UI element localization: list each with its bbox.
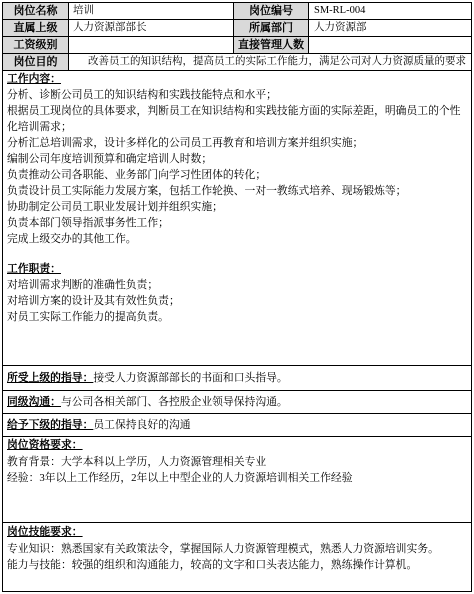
label-direct-superior: 直属上级 xyxy=(3,20,69,36)
work-content-item: 分析汇总培训需求，设计多样化的公司员工再教育和培训方案并组织实施； xyxy=(7,137,364,149)
label-department: 所属部门 xyxy=(234,20,309,36)
row-direct-superior xyxy=(3,20,471,37)
peer-communication-row xyxy=(3,391,471,414)
duties-section xyxy=(3,71,471,366)
qualification-item: 经验：3年以上工作经历，2年以上中型企业的人力资源培训相关工作经验 xyxy=(7,472,353,484)
work-content-item: 分析、诊断公司员工的知识结构和实践技能特点和水平； xyxy=(7,89,277,101)
work-responsibility-item: 对培训方案的设计及其有效性负责； xyxy=(7,295,180,307)
row-position-purpose xyxy=(3,54,471,71)
superior-guidance-heading: 所受上级的指导： xyxy=(7,372,94,384)
skill-item: 专业知识：熟悉国家有关政策法令，掌握国际人力资源管理模式，熟悉人力资源培训实务。 xyxy=(7,542,439,555)
value-department: 人力资源部 xyxy=(314,22,367,33)
skill-item: 能力与技能：较强的组织和沟通能力，较高的文字和口头表达能力，熟练操作计算机。 xyxy=(7,559,418,571)
value-position-code: SM-RL-004 xyxy=(314,5,366,16)
row-position-name xyxy=(3,3,471,20)
work-content-heading: 工作内容： xyxy=(7,73,61,85)
label-position-name: 岗位名称 xyxy=(3,3,69,19)
label-position-purpose: 岗位目的 xyxy=(3,54,69,70)
work-content-item: 完成上级交办的其他工作。 xyxy=(7,233,137,245)
label-position-code: 岗位编号 xyxy=(234,3,309,19)
skill-heading: 岗位技能要求： xyxy=(7,526,83,538)
work-responsibility-item: 对培训需求判断的准确性负责； xyxy=(7,279,159,291)
value-salary-grade xyxy=(69,37,234,53)
work-content-item: 根据员工现岗位的具体要求，判断员工在知识结构和实践技能方面的实际差距，明确员工的个性化培训需求； xyxy=(7,105,461,133)
value-position-purpose: 改善员工的知识结构，提高员工的实际工作能力，满足公司对人力资源质量的要求 xyxy=(88,56,466,67)
qualification-item: 教育背景：大学本科以上学历，人力资源管理相关专业 xyxy=(7,455,267,468)
peer-communication-text: 与公司各相关部门、各控股企业领导保持沟通。 xyxy=(60,396,288,408)
label-direct-reports: 直接管理人数 xyxy=(234,37,309,53)
work-responsibility-heading: 工作职责： xyxy=(7,263,61,275)
subordinate-guidance-row xyxy=(3,414,471,437)
superior-guidance-row xyxy=(3,366,471,391)
peer-communication-heading: 同级沟通： xyxy=(7,396,61,408)
qualification-section xyxy=(3,437,471,523)
subordinate-guidance-text: 员工保持良好的沟通 xyxy=(93,419,191,431)
subordinate-guidance-heading: 给予下级的指导： xyxy=(7,419,94,431)
value-position-name: 培训 xyxy=(69,3,234,19)
work-content-item: 编制公司年度培训预算和确定培训人时数； xyxy=(7,153,213,165)
row-salary-grade xyxy=(3,37,471,54)
work-content-item: 负责本部门领导指派事务性工作； xyxy=(7,217,169,229)
qualification-heading: 岗位资格要求： xyxy=(7,439,83,451)
skill-section xyxy=(3,523,471,591)
label-salary-grade: 工资级别 xyxy=(3,37,69,53)
work-content-item: 负责设计员工实际能力发展方案，包括工作轮换、一对一教练式培养、现场锻炼等； xyxy=(7,185,407,197)
work-content-item: 协助制定公司员工职业发展计划并组织实施； xyxy=(7,201,223,213)
value-direct-superior: 人力资源部部长 xyxy=(69,20,234,36)
superior-guidance-text: 接受人力资源部部长的书面和口头指导。 xyxy=(93,372,288,384)
value-direct-reports xyxy=(309,37,471,53)
job-description-table xyxy=(2,2,472,592)
work-responsibility-item: 对员工实际工作能力的提高负责。 xyxy=(7,311,169,323)
work-content-item: 负责推动公司各职能、业务部门向学习性团体的转化； xyxy=(7,169,267,181)
